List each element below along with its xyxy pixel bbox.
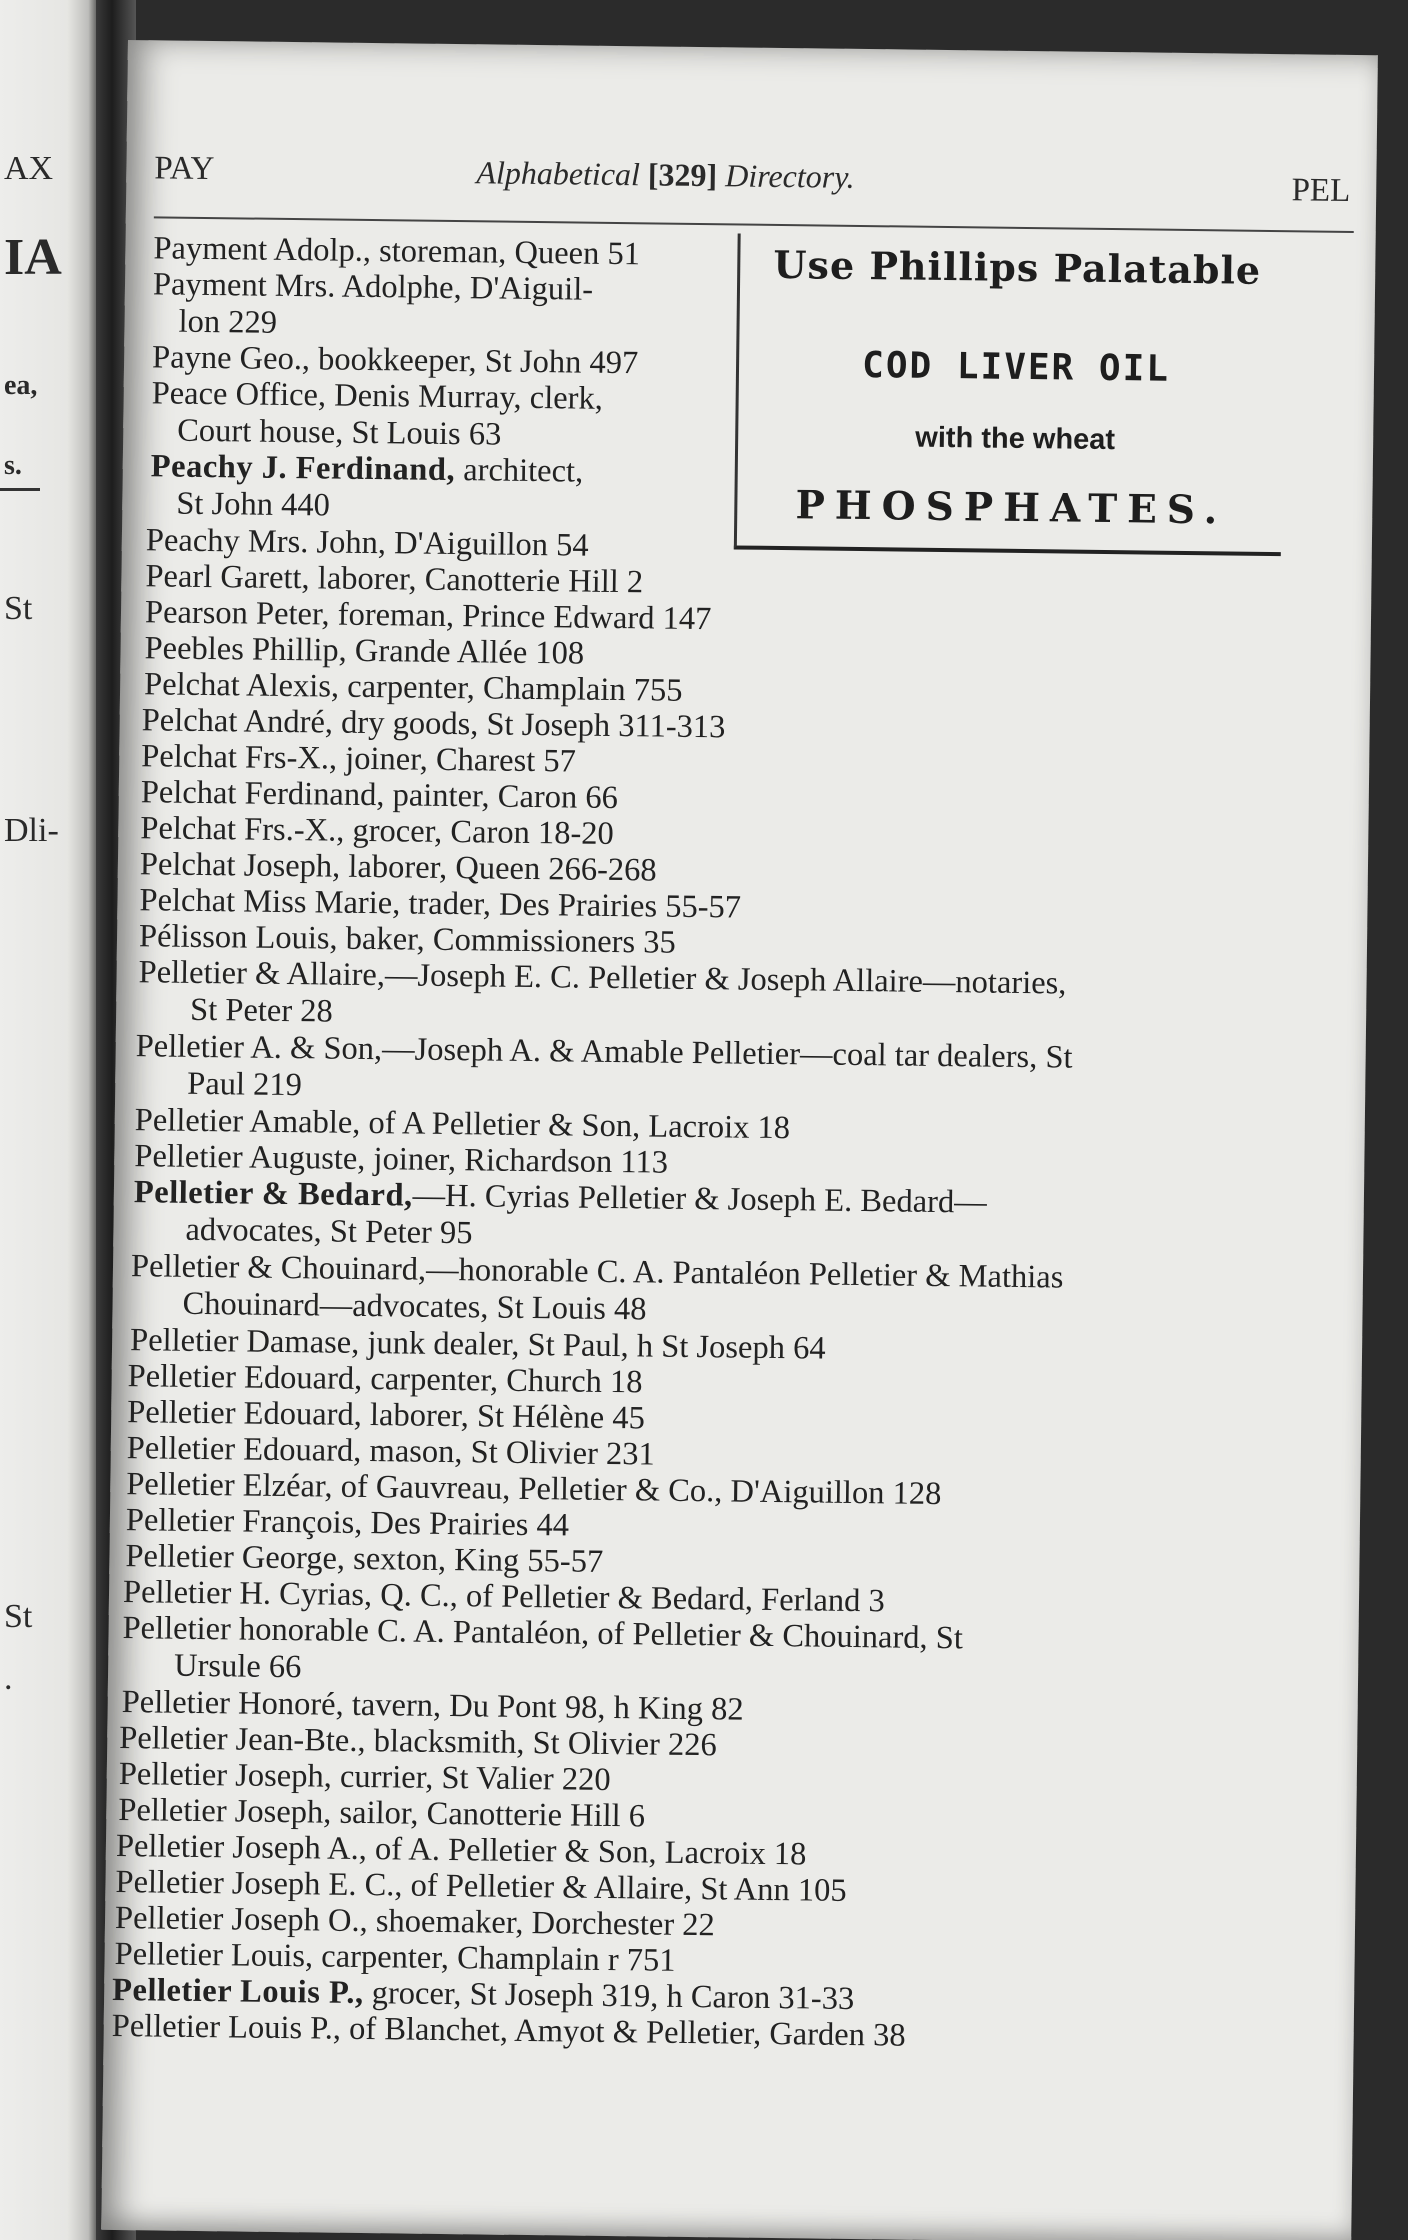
directory-entry	[150, 448, 583, 527]
entry-first-line	[141, 738, 576, 779]
entry-first-line	[125, 1538, 603, 1580]
entry-text: Pelletier Joseph, sailor, Canotterie Hill 6	[118, 1792, 646, 1835]
entry-text: Pelletier Louis P., of Blanchet, Amyot & Pelletier, Garden 38	[111, 2007, 906, 2054]
prev-page-fragment: St	[4, 1598, 33, 1635]
entry-continuation-line: lon 229	[178, 303, 278, 341]
entry-first-line	[127, 1358, 642, 1400]
ad-brand-line: Use Phillips Palatable	[773, 241, 1262, 293]
entry-bold-name: Peachy J. Ferdinand,	[150, 448, 456, 489]
entry-text: Pelletier Edouard, carpenter, Church 18	[127, 1358, 643, 1401]
entry-text: Pelletier Louis, carpenter, Champlain r 751	[114, 1935, 676, 1979]
directory-entry	[152, 266, 593, 345]
ad-tagline: with the wheat	[915, 421, 1116, 457]
entry-text: Pelletier Edouard, mason, St Olivier 231	[126, 1430, 656, 1473]
entry-text: Pelletier & Chouinard,—honorable C. A. Pantaléon Pelletier & Mathias	[130, 1248, 1064, 1296]
entry-text: Pelletier A. & Son,—Joseph A. & Amable Pelletier—coal tar dealers, St	[135, 1028, 1073, 1076]
entry-text: Pelchat Ferdinand, painter, Caron 66	[140, 774, 619, 817]
entry-text: Pelletier Joseph A., of A. Pelletier & Son, Lacroix 18	[115, 1827, 807, 1873]
entry-first-line	[153, 266, 593, 307]
entry-continuation-line: St Peter 28	[189, 991, 334, 1030]
entry-text: Payment Adolp., storeman, Queen 51	[153, 230, 641, 273]
prev-page-fragment: .	[4, 1660, 13, 1697]
entry-continuation-line: Ursule 66	[173, 1647, 302, 1686]
entry-text: —H. Cyrias Pelletier & Joseph E. Bedard—	[412, 1177, 987, 1221]
running-head-right: PEL	[1291, 172, 1351, 209]
entry-text: Pelchat Miss Marie, trader, Des Prairies 55-57	[139, 882, 742, 926]
prev-page-rule	[0, 488, 40, 491]
prev-page-fragment: St	[4, 590, 33, 627]
prev-page-fragment: AX	[4, 150, 54, 187]
entry-continuation-line: advocates, St Peter 95	[185, 1211, 473, 1252]
entry-text: Pearson Peter, foreman, Prince Edward 147	[144, 594, 712, 638]
entry-text: Peachy Mrs. John, D'Aiguillon 54	[145, 522, 589, 564]
entry-text: Peace Office, Denis Murray, clerk,	[151, 375, 604, 417]
running-head-left: PAY	[154, 150, 215, 188]
entry-text: Pearl Garett, laborer, Canotterie Hill 2	[145, 558, 644, 601]
entry-text: Pelletier Auguste, joiner, Richardson 113	[134, 1138, 669, 1181]
prev-page-fragment: Dli-	[4, 812, 59, 849]
entry-text: Pelletier Jean-Bte., blacksmith, St Olivier 226	[119, 1720, 717, 1764]
directory-entry	[135, 1028, 1073, 1113]
entry-text: Pelletier H. Cyrias, Q. C., of Pelletier & Bedard, Ferland 3	[122, 1574, 885, 1620]
entry-text: Pelchat André, dry goods, St Joseph 311-313	[141, 702, 726, 746]
directory-entry	[138, 954, 1067, 1039]
entry-text: Peebles Phillip, Grande Allée 108	[144, 630, 585, 672]
directory-entry	[151, 375, 603, 455]
entry-text: Pelchat Frs-X., joiner, Charest 57	[141, 738, 577, 780]
previous-page-edge	[0, 0, 96, 2240]
entry-text: Pelchat Alexis, carpenter, Champlain 755	[143, 666, 683, 709]
entry-first-line	[153, 230, 640, 272]
entry-first-line	[140, 810, 614, 852]
directory-entry	[133, 1174, 987, 1258]
entry-text: Pelletier honorable C. A. Pantaléon, of Pelletier & Chouinard, St	[122, 1610, 964, 1657]
entry-first-line	[151, 375, 603, 417]
entry-continuation-line: Chouinard—advocates, St Louis 48	[182, 1285, 647, 1328]
entry-first-line	[151, 448, 584, 489]
entry-continuation-line: St John 440	[176, 485, 331, 524]
running-head-title-prefix: Alphabetical	[476, 154, 641, 193]
entry-bold-name: Pelletier Louis P.,	[111, 1971, 364, 2012]
entry-first-line	[144, 630, 584, 671]
entry-first-line	[119, 1756, 611, 1798]
entry-text: Pelchat Frs.-X., grocer, Caron 18-20	[140, 810, 615, 852]
entry-text: Payment Mrs. Adolphe, D'Aiguil-	[152, 266, 594, 308]
entry-first-line	[152, 339, 639, 381]
entry-bold-name: Pelletier & Bedard,	[133, 1174, 413, 1214]
entry-first-line	[141, 774, 618, 816]
entry-continuation-line: Paul 219	[187, 1065, 303, 1104]
entry-text: Pelletier Damase, junk dealer, St Paul, h St Joseph 64	[129, 1322, 826, 1367]
entry-text: architect,	[454, 452, 584, 490]
entry-text: Pelletier Elzéar, of Gauvreau, Pelletier & Co., D'Aiguillon 128	[126, 1466, 942, 1513]
directory-entry	[130, 1248, 1063, 1333]
page-number: [329]	[647, 156, 718, 194]
entry-text: Pelchat Joseph, laborer, Queen 266-268	[139, 846, 657, 889]
entry-text: Pelletier & Allaire,—Joseph E. C. Pelletier & Joseph Allaire—notaries,	[138, 954, 1067, 1002]
entry-text: Pelletier Joseph O., shoemaker, Dorchester 22	[114, 1899, 716, 1944]
ad-product-line: COD LIVER OIL	[861, 344, 1171, 390]
ad-phosphates-line: PHOSPHATES.	[795, 482, 1228, 534]
entry-first-line	[145, 558, 643, 600]
entry-text: Pelletier François, Des Prairies 44	[125, 1502, 570, 1544]
entry-text: Pelletier Amable, of A Pelletier & Son, Lacroix 18	[134, 1102, 791, 1147]
entry-text: Pelletier Joseph, currier, St Valier 220	[118, 1756, 611, 1799]
directory-entry	[122, 1610, 963, 1694]
entry-continuation-line: Court house, St Louis 63	[177, 412, 502, 453]
entry-text: Pélisson Louis, baker, Commissioners 35	[138, 918, 676, 961]
entry-first-line	[126, 1502, 570, 1543]
prev-page-fragment: IA	[4, 229, 62, 286]
running-head-title-suffix: Directory.	[724, 157, 855, 195]
prev-page-fragment: ea,	[4, 370, 38, 401]
entry-text: grocer, St Joseph 319, h Caron 31-33	[363, 1975, 855, 2018]
prev-page-fragment: s.	[4, 450, 22, 481]
entry-text: Pelletier Joseph E. C., of Pelletier & Allaire, St Ann 105	[115, 1863, 847, 1909]
directory-entries	[101, 40, 1378, 2240]
entry-text: Pelletier Edouard, laborer, St Hélène 45	[127, 1394, 646, 1437]
directory-page	[101, 40, 1378, 2240]
entry-text: Payne Geo., bookkeeper, St John 497	[151, 339, 639, 382]
entry-first-line	[146, 522, 589, 563]
entry-text: Pelletier Honoré, tavern, Du Pont 98, h King 82	[121, 1684, 744, 1728]
entry-text: Pelletier George, sexton, King 55-57	[125, 1538, 604, 1580]
